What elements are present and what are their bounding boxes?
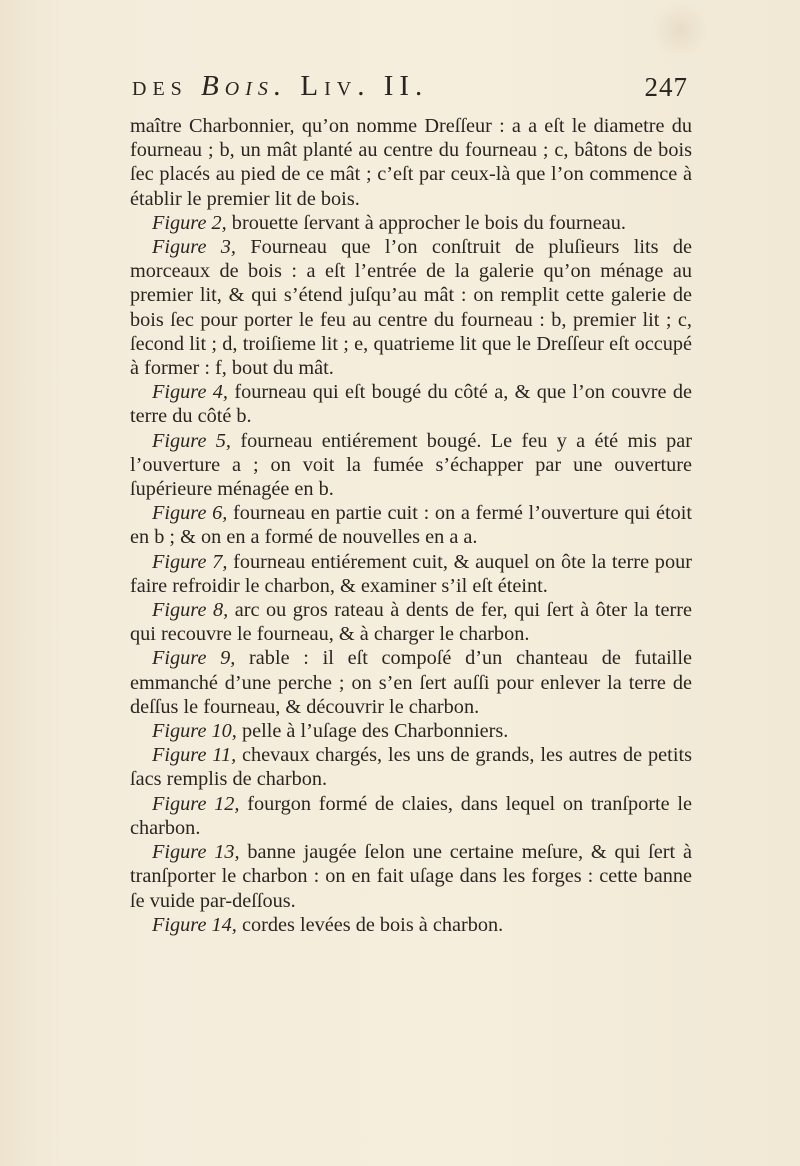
legend-entry-figure-5 — [130, 429, 692, 502]
legend-entry-figure-2 — [130, 211, 692, 235]
legend-entry-figure-7 — [130, 550, 692, 598]
entry-text: pelle à l’uſage des Charbonniers. — [236, 720, 509, 743]
figure-reference: Figure 2, — [152, 211, 227, 234]
running-head — [132, 70, 428, 103]
entry-text: fourneau en partie cuit : on a fermé l’ouverture qui étoit en b ; & on en a formé de nouvelles en a a. — [130, 502, 692, 549]
page-header — [132, 70, 688, 110]
figure-reference: Figure 13, — [152, 841, 240, 864]
figure-reference: Figure 8, — [152, 599, 229, 622]
legend-entry-figure-3 — [130, 235, 692, 380]
running-head-book: Liv. II. — [300, 70, 429, 102]
figure-reference: Figure 7, — [152, 550, 228, 573]
legend-entry-figure-12 — [130, 792, 692, 840]
entry-text: fourgon formé de claies, dans lequel on tranſporte le charbon. — [130, 792, 692, 839]
figure-legend-text — [130, 114, 692, 937]
legend-entry-figure-11 — [130, 743, 692, 791]
legend-entry-figure-4 — [130, 380, 692, 428]
entry-text: fourneau entiérement bougé. Le feu y a été mis par l’ouverture a ; on voit la fumée s’échapper par une ouverture ſupérieure ménagée en b. — [130, 429, 692, 501]
legend-entry-figure-8 — [130, 598, 692, 646]
entry-text: banne jaugée ſelon une certaine meſure, & qui ſert à tranſporter le charbon : on en fait uſage dans les forges : cette banne ſe vuide par-deſſous. — [130, 841, 692, 912]
entry-text: maître Charbonnier, qu’on nomme Dreſſeur : a a eſt le diametre du fourneau ; b, un mât planté au centre du fourneau ; c, bâtons de bois ſec placés au pied de ce mât ; c’eſt par ceux-là que l’on commence à établir le premier lit de bois. — [130, 115, 692, 210]
figure-reference: Figure 3, — [152, 236, 236, 259]
page-number: 247 — [644, 72, 688, 102]
paper-stain — [650, 0, 710, 60]
entry-text: fourneau qui eſt bougé du côté a, & que l’on couvre de terre du côté b. — [130, 381, 692, 428]
figure-reference: Figure 10, — [152, 720, 237, 743]
figure-reference: Figure 11, — [152, 744, 237, 767]
running-head-prefix: des — [132, 70, 188, 102]
legend-entry-figure-14 — [130, 913, 692, 937]
figure-reference: Figure 4, — [152, 381, 228, 404]
entry-text: brouette ſervant à approcher le bois du fourneau. — [226, 211, 627, 234]
legend-entry-figure-10 — [130, 719, 692, 743]
running-head-title: Bois. — [201, 70, 288, 102]
figure-reference: Figure 9, — [152, 647, 236, 670]
entry-text: Fourneau que l’on conſtruit de pluſieurs lits de morceaux de bois : a eſt l’entrée de la galerie qu’on ménage au premier lit, & qui s’étend juſqu’au mât : on remplit cette galerie de bois ſec pour porter le feu au centre du fourneau : b, premier lit ; c, ſecond lit ; d, troiſieme lit ; e, quatrieme lit que le Dreſſeur eſt occupé à former : f, bout du mât. — [130, 236, 692, 380]
legend-entry-figure-9 — [130, 646, 692, 719]
entry-text: rable : il eſt compoſé d’un chanteau de futaille emmanché d’une perche ; on s’en ſert auſſi pour enlever la terre de deſſus le fourneau, & découvrir le charbon. — [130, 647, 692, 718]
entry-text: cordes levées de bois à charbon. — [236, 913, 504, 936]
legend-entry-figure-6 — [130, 501, 692, 549]
entry-text: chevaux chargés, les uns de grands, les autres de petits ſacs remplis de charbon. — [130, 744, 692, 791]
entry-text: fourneau entiérement cuit, & auquel on ôte la terre pour faire refroidir le charbon, & examiner s’il eſt éteint. — [130, 550, 692, 597]
entry-text: arc ou gros rateau à dents de fer, qui ſert à ôter la terre qui recouvre le fourneau, & à charger le charbon. — [130, 599, 692, 646]
figure-reference: Figure 14, — [152, 913, 237, 936]
figure-reference: Figure 5, — [152, 429, 231, 452]
legend-entry-figure-13 — [130, 840, 692, 913]
figure-reference: Figure 12, — [152, 792, 240, 815]
figure-reference: Figure 6, — [152, 502, 228, 525]
legend-entry-continued — [130, 114, 692, 211]
